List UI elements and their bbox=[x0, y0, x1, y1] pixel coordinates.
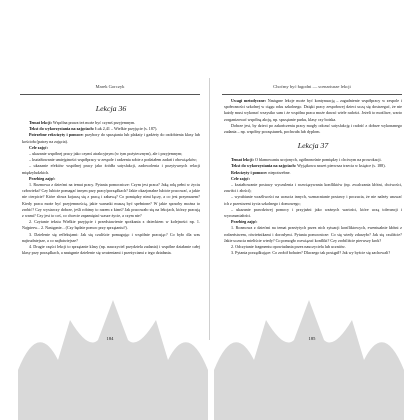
left-paragraphs bbox=[22, 120, 200, 256]
paragraph-label: Temat lekcji: bbox=[29, 120, 52, 125]
paragraph-label: Uwagi metodyczne: bbox=[231, 98, 266, 103]
paragraph bbox=[22, 132, 200, 144]
page-number-left: 184 bbox=[106, 336, 114, 341]
paragraph bbox=[22, 244, 200, 256]
book-gutter bbox=[209, 78, 210, 340]
paragraph-text: 2. Odczytanie fragmentu opowiadania przez nauczyciela lub uczniów. bbox=[231, 244, 346, 250]
paragraph-text: – ukazanie wspólnej pracy jako czymś atrakcyjnym (w tym pożytecznym), ale i przyjemnym; bbox=[29, 151, 183, 157]
paragraph-text: 1. Rozmowa z dziećmi na temat pracy. Pytania pomocnicze: Czym jest praca? Jaką rolę pełni w życiu człowieka? Czy lubicie pomagać innym przy pracy/porządkach? Jakie okazjonalne lubicie pracować, a jakie nie cierpicie? Które słowa kojarzą się z pracą i zabawą? Co pomiędzy nimi łączy, a co jest przymusem? Kiedy praca może być przyjemnością, jakie warunki muszą być spełnione? W jakie sposoby można to zrobić? Czy wystarczy dobrze, jeśli robimy to razem z kimś? Jak pracowało się na lekcjach, którzy pracują z wami? Czy jest to coś, co chcecie zapamiętać wasze życie, a czym nie? bbox=[22, 182, 200, 219]
paragraph bbox=[22, 219, 200, 231]
right-paragraphs-top bbox=[224, 98, 402, 135]
right-page bbox=[216, 0, 408, 420]
paragraph bbox=[22, 232, 200, 244]
lesson-title-37: Lekcja 37 bbox=[297, 141, 329, 151]
page-number-right: 185 bbox=[308, 336, 316, 341]
paragraph bbox=[224, 225, 402, 244]
paragraph-label: Tekst do wykorzystania na zajęciach: bbox=[29, 126, 95, 132]
paragraph bbox=[22, 182, 200, 219]
header-rule-right bbox=[222, 94, 402, 95]
paragraph bbox=[224, 250, 402, 256]
paragraph-text: Wyjątkowa nawet pierwsza trzecia w książce (s. 188). bbox=[297, 163, 386, 169]
paragraph bbox=[22, 163, 200, 175]
paragraph-text: 1. Rozmowa z dziećmi na temat przeżytych przez nich sytuacji konfliktowych, ewentualnie kłótni z rodzeństwem, rówieśnikami i dorosłymi. Pytania pomocnicze: Co się wtedy zdarzyło? Jak się czuliście? Jakie uczucia mieliście wtedy? Co pomogło rozwiązać konflikt? Czy zrobiliście pierwszy krok? bbox=[224, 225, 402, 243]
paragraph bbox=[224, 207, 402, 219]
paragraph-text: Następne lekcje może być kontynuacją – zagadnienie współpracy w zespole i społeczności szkolnej w ciągu roku szkolnego. Dzięki pracy zespołowej dzieci uczą się dostrzegać, że nie każdy musi wykonać wszystko sam i że wspólna praca może dawać wiele radości. Jeżeli to możliwe, warto zorganizować wspólną akcję, np. sprzątanie parku, klasy czy boiska. bbox=[224, 98, 402, 122]
paragraph-label: Rekwizyty i pomoce: bbox=[231, 169, 268, 175]
paragraph-text: – ukazanie prawdziwej pomocy i przyjaźni jako ważnych wartości, które uczą tolerancji i wyrozumiałości. bbox=[224, 206, 402, 219]
running-head-left: Marek Gorczyk bbox=[95, 84, 125, 89]
paragraph-label: Temat lekcji: bbox=[231, 157, 254, 163]
paragraph bbox=[224, 182, 402, 194]
paragraph-text: 4. Drugie części lekcji to sprzątanie klasy (np. nauczyciel przydziela zadania) i wspólne działanie całej klasy przy porządkach, a następnie dzielenie się wrażeniami i przeżyciami z tego działania. bbox=[22, 244, 200, 256]
paragraph-text: – kształtowanie postawy wyczulenia i rozwiązywania konfliktów (np. zwalczania kłótni, chciwości, zawiści i złości); bbox=[224, 182, 402, 194]
paragraph-label: Potrzebne rekwizyty i pomoce: bbox=[29, 132, 84, 138]
left-page-content bbox=[22, 98, 200, 256]
paragraph-label: Cele zajęć: bbox=[29, 144, 48, 150]
lesson-title-36: Lekcja 36 bbox=[95, 104, 127, 113]
paragraph bbox=[224, 98, 402, 123]
paragraph-text: przybory do sprzątania lub plakaty i gadżety do ozdobienia klasy lub kościoła (patrzy na zajęcia). bbox=[22, 132, 200, 144]
paragraph-label: Przebieg zajęć: bbox=[29, 175, 56, 181]
paragraph-text: – kształtowanie umiejętności współpracy w zespole i radzenia sobie z podziałem zadań i obowiązków; bbox=[29, 157, 198, 163]
right-paragraphs-bottom bbox=[224, 157, 402, 256]
paragraph bbox=[224, 194, 402, 206]
paragraph-label: Przebieg zajęć: bbox=[231, 219, 258, 225]
paragraph bbox=[224, 123, 402, 135]
paragraph-text: niepotrzebne. bbox=[268, 169, 291, 175]
running-head-right: Choćmy być łagodni — scenariusze lekcji bbox=[273, 84, 351, 89]
left-page bbox=[14, 0, 206, 420]
paragraph-label: Cele zajęć: bbox=[231, 175, 250, 181]
paragraph-text: 3. Pytania porządkujące: Co zrobił bohater? Dlaczego tak postąpił? Jak wy byście się zachowali? bbox=[231, 250, 391, 256]
paragraph-text: Łuk 2,41 – Wielkie przyjęcie (s. 187). bbox=[95, 126, 158, 132]
paragraph-text: Dobrze jest, by dzieci po zakończeniu pracy mogły odczuć satysfakcję i radość z dobrze wykonanego zadania – np. wspólny poczęstunek, pochwała lub dyplom. bbox=[224, 122, 402, 135]
paragraph-text: – ukazanie efektów wspólnej pracy jako źródła satysfakcji, zadowolenia i pozytywnych relacji międzyludzkich. bbox=[22, 163, 200, 175]
paragraph-text: – wyrabianie wrażliwości na uczucia innych, wzmacnianie postawy i poczucia, że nie należy usuwać ich z przestrzeni życia szkolnego i domowego; bbox=[224, 194, 402, 206]
paragraph-text: O blamowaniu urojonych, ogólnonośnie pomiędzy i chciwym na prowokacji. bbox=[254, 157, 382, 163]
paragraph-text: Wspólna prawa też może być czymś przyjemnym. bbox=[52, 120, 136, 125]
paragraph-text: 3. Dzielenie się refleksjami: Jak się czuliście pomagając i wspólnie pracując? Co było dla was najtrudniejsze, a co najłatwiejsze? bbox=[22, 231, 200, 243]
header-rule-left bbox=[20, 94, 200, 95]
paragraph-label: Tekst do wykorzystania na zajęciach: bbox=[231, 163, 297, 169]
paragraph-text: 2. Czytanie tekstu Wielkie przyjęcie i przedstawienie spotkania z dzieckiem w kolejności np. 1. Najpierw... 2. Następnie... (Czy będzie pomoc przy sprzątaniu?). bbox=[22, 219, 200, 231]
right-page-content bbox=[224, 98, 402, 256]
